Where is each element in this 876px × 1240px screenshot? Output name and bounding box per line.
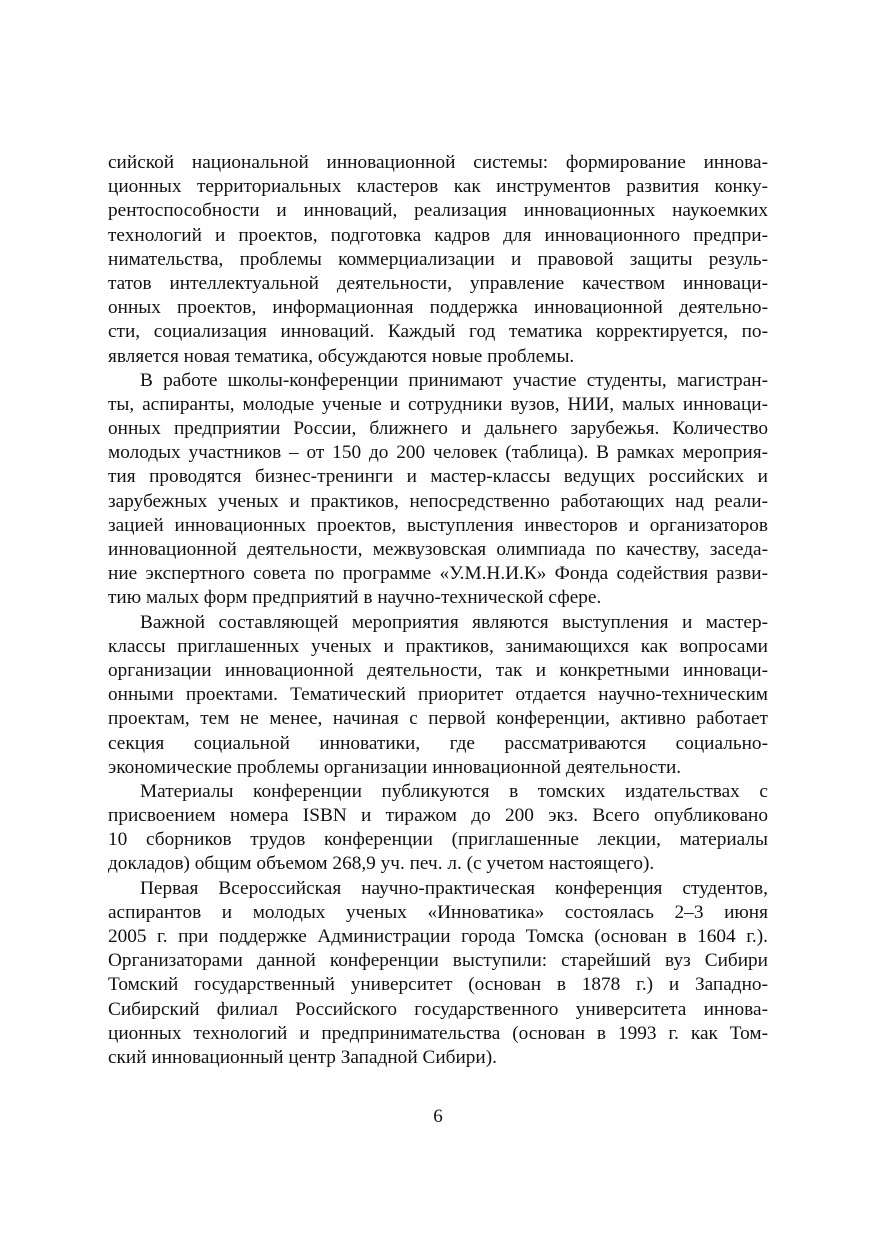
text-line: Сибирский филиал Российского государственного университета иннова- xyxy=(108,998,768,1020)
text-line: нимательства, проблемы коммерциализации и правовой защиты резуль- xyxy=(108,248,768,270)
text-line: онными проектами. Тематический приоритет отдается научно-техническим xyxy=(108,684,768,706)
text-line: 2005 г. при поддержке Администрации города Томска (основан в 1604 г.). xyxy=(108,926,768,947)
text-line: докладов) общим объемом 268,9 уч. печ. л. (с учетом настоящего). xyxy=(108,853,655,875)
text-line: организации инновационной деятельности, так и конкретными инноваци- xyxy=(108,659,768,681)
text-line: сийской национальной инновационной системы: формирование иннова- xyxy=(108,152,768,173)
text-line: Важной составляющей мероприятия являются выступления и мастер- xyxy=(140,611,768,633)
text-line: В работе школы-конференции принимают участие студенты, магистран- xyxy=(140,369,768,391)
paragraph xyxy=(108,780,768,877)
text-line: татов интеллектуальной деятельности, управление качеством инноваци- xyxy=(108,272,768,294)
text-line: ционных технологий и предпринимательства (основан в 1993 г. как Том- xyxy=(108,1022,768,1044)
text-line: классы приглашенных ученых и практиков, занимающихся как вопросами xyxy=(108,635,768,657)
text-line: экономические проблемы организации инновационной деятельности. xyxy=(108,756,682,778)
text-line: рентоспособности и инноваций, реализация инновационных наукоемких xyxy=(108,200,768,222)
text-line: является новая тематика, обсуждаются новые проблемы. xyxy=(108,345,575,367)
body-text xyxy=(108,151,768,1070)
page-number: 6 xyxy=(433,1106,443,1127)
paragraph xyxy=(108,611,768,780)
text-line: онных предприятии России, ближнего и дальнего зарубежья. Количество xyxy=(108,418,768,440)
text-line: ский инновационный центр Западной Сибири). xyxy=(108,1046,497,1068)
text-line: зацией инновационных проектов, выступления инвесторов и организаторов xyxy=(108,514,768,536)
paragraph xyxy=(108,369,768,611)
text-line: онных проектов, информационная поддержка инновационной деятельно- xyxy=(108,297,768,319)
text-line: Первая Всероссийская научно-практическая конференция студентов, xyxy=(140,877,768,899)
text-line: секция социальной инноватики, где рассматриваются социально- xyxy=(108,732,768,754)
text-line: аспирантов и молодых ученых «Инноватика» состоялась 2–3 июня xyxy=(108,901,768,923)
text-line: зарубежных ученых и практиков, непосредственно работающих над реали- xyxy=(108,490,768,512)
text-line: молодых участников – от 150 до 200 человек (таблица). В рамках мероприя- xyxy=(108,442,768,464)
text-line: инновационной деятельности, межвузовская олимпиада по качеству, заседа- xyxy=(108,539,768,560)
text-line: технологий и проектов, подготовка кадров для инновационного предпри- xyxy=(108,224,768,246)
text-line: ционных территориальных кластеров как инструментов развития конку- xyxy=(108,176,768,198)
text-line: проектам, тем не менее, начиная с первой конференции, активно работает xyxy=(108,708,768,730)
text-line: Организаторами данной конференции выступили: старейший вуз Сибири xyxy=(108,950,768,972)
text-line: сти, социализация инноваций. Каждый год тематика корректируется, по- xyxy=(108,321,768,343)
text-line: 10 сборников трудов конференции (приглашенные лекции, материалы xyxy=(108,829,768,851)
text-line: ты, аспиранты, молодые ученые и сотрудники вузов, НИИ, малых инноваци- xyxy=(108,393,768,415)
text-line: Томский государственный университет (основан в 1878 г.) и Западно- xyxy=(108,974,768,996)
text-line: присвоением номера ISBN и тиражом до 200 экз. Всего опубликовано xyxy=(108,805,768,827)
text-line: ние экспертного совета по программе «У.М.Н.И.К» Фонда содействия разви- xyxy=(108,563,768,585)
paragraph xyxy=(108,877,768,1071)
text-line: тию малых форм предприятий в научно-технической сфере. xyxy=(108,587,602,609)
text-line: тия проводятся бизнес-тренинги и мастер-классы ведущих российских и xyxy=(108,466,768,488)
text-line: Материалы конференции публикуются в томских издательствах с xyxy=(140,780,768,802)
paragraph xyxy=(108,151,768,369)
